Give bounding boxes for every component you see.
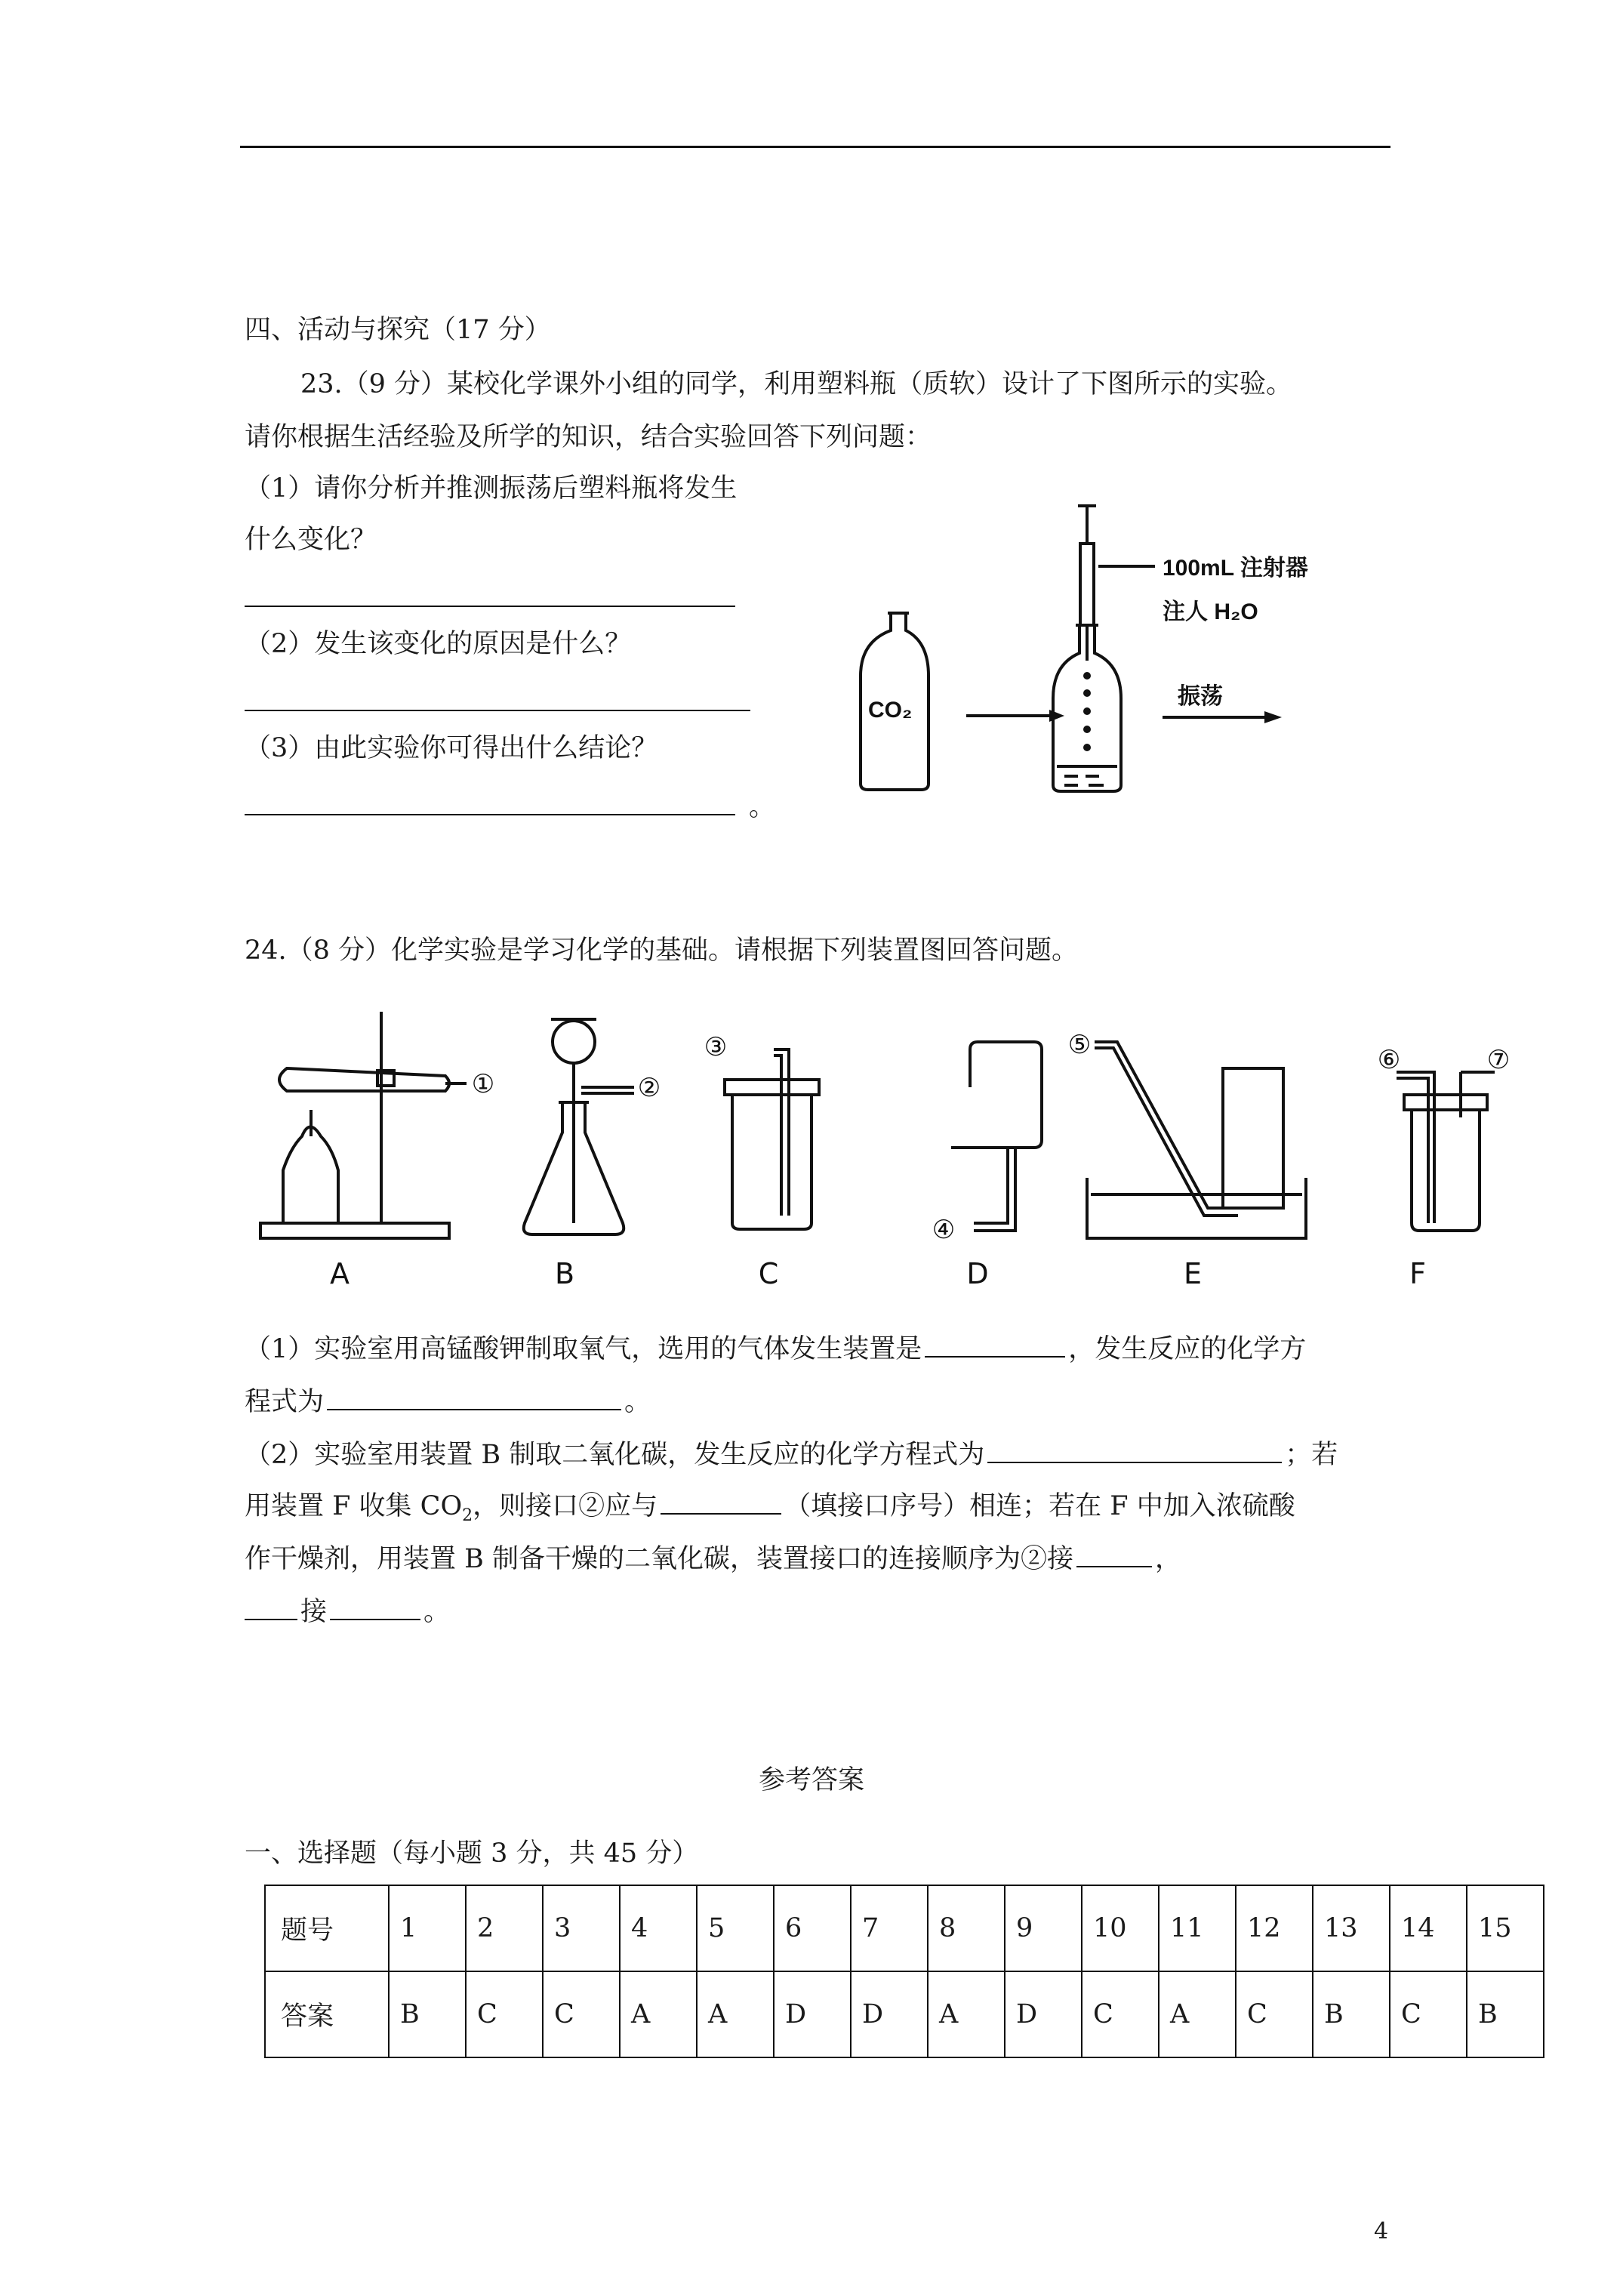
answer-value: A [697, 1971, 774, 2057]
q24-p2-b: ；若 [1285, 1440, 1338, 1470]
q23-experiment-figure [838, 491, 1336, 808]
q24-p2-g: ， [1154, 1544, 1181, 1574]
apparatus-label-f: F [1409, 1257, 1426, 1290]
answer-table [264, 1885, 1544, 2058]
question-number: 10 [1082, 1885, 1159, 1971]
section-title: 四、活动与探究（17 分） [245, 315, 551, 345]
answer-value: C [543, 1971, 620, 2057]
q23-line1: 23.（9 分）某校化学课外小组的同学，利用塑料瓶（质软）设计了下图所示的实验。 [300, 369, 1293, 399]
q24-p2-a: （2）实验室用装置 B 制取二氧化碳，发生反应的化学方程式为 [245, 1440, 985, 1470]
q24-p2-c-sub: 2 [462, 1506, 473, 1525]
apparatus-label-b: B [554, 1257, 575, 1290]
answer-value: A [620, 1971, 697, 2057]
q23-p3: （3）由此实验你可得出什么结论？ [245, 733, 658, 763]
question-number: 12 [1236, 1885, 1313, 1971]
question-number: 6 [774, 1885, 851, 1971]
port-label-2: ② [637, 1073, 661, 1103]
apparatus-c-icon [725, 1049, 819, 1229]
apparatus-label-d: D [966, 1257, 989, 1290]
q24-p1-d: 。 [624, 1387, 651, 1417]
q24-p1-b: ，发生反应的化学方 [1068, 1334, 1307, 1364]
q24-p2-d: ，则接口②应与 [473, 1491, 658, 1521]
q24-blank-6[interactable] [245, 1593, 297, 1620]
header-rule [240, 146, 1390, 148]
q23-answer-line-2 [245, 710, 750, 711]
q24-blank-4[interactable] [661, 1487, 781, 1515]
answer-value: C [466, 1971, 543, 2057]
port-label-3: ③ [704, 1032, 728, 1062]
row-head-numbers: 题号 [265, 1885, 389, 1971]
answer-value: D [1005, 1971, 1082, 2057]
q24-p2-line2 [245, 1487, 1295, 1533]
shake-label: 振荡 [1178, 684, 1223, 709]
row-head-answers: 答案 [265, 1971, 389, 2057]
apparatus-d-icon [951, 1042, 1042, 1231]
q24-blank-1[interactable] [925, 1330, 1065, 1358]
q24-p1-line1 [245, 1330, 1306, 1367]
answer-value: C [1390, 1971, 1467, 2057]
q24-blank-2[interactable] [327, 1383, 621, 1410]
q23-answer-line-1 [245, 606, 735, 607]
question-number: 7 [851, 1885, 928, 1971]
q24-p2-line4 [245, 1593, 450, 1629]
q23-line2: 请你根据生活经验及所学的知识，结合实验回答下列问题： [245, 422, 932, 452]
answer-table-row-numbers [265, 1885, 1544, 1971]
q24-blank-3[interactable] [987, 1436, 1282, 1463]
question-number: 13 [1313, 1885, 1390, 1971]
q24-blank-5[interactable] [1076, 1540, 1152, 1567]
answer-value: B [389, 1971, 466, 2057]
answer-value: D [774, 1971, 851, 2057]
q24-apparatus-figure [249, 997, 1510, 1299]
q24-blank-7[interactable] [330, 1593, 420, 1620]
co2-label: CO₂ [868, 698, 913, 723]
q24-p2-c: 用装置 F 收集 CO [245, 1491, 463, 1521]
answer-value: B [1313, 1971, 1390, 2057]
apparatus-label-c: C [758, 1257, 779, 1290]
answer-value: A [1159, 1971, 1236, 2057]
answer-value: A [928, 1971, 1005, 2057]
q24-p1-c: 程式为 [245, 1387, 325, 1417]
syringe-label: 100mL 注射器 [1163, 556, 1308, 581]
port-label-1: ① [471, 1069, 495, 1099]
page-number: 4 [1374, 2218, 1389, 2245]
q24-p2-h: 接 [300, 1597, 328, 1627]
q24-p2-line3 [245, 1540, 1181, 1576]
q23-answer-line-3 [245, 814, 735, 815]
port-label-7: ⑦ [1486, 1045, 1510, 1075]
question-number: 15 [1467, 1885, 1544, 1971]
apparatus-label-e: E [1183, 1257, 1203, 1290]
inject-label: 注人 H₂O [1163, 599, 1258, 624]
q24-p1-a: （1）实验室用高锰酸钾制取氧气，选用的气体发生装置是 [245, 1334, 922, 1364]
question-number: 5 [697, 1885, 774, 1971]
syringe-icon [1080, 544, 1094, 625]
q23-p1-b: 什么变化？ [245, 525, 377, 555]
question-number: 4 [620, 1885, 697, 1971]
port-label-5: ⑤ [1067, 1030, 1092, 1060]
question-number: 9 [1005, 1885, 1082, 1971]
q24-p2-e: （填接口序号）相连；若在 F 中加入浓硫酸 [784, 1491, 1295, 1521]
q23-end-mark: 。 [749, 792, 776, 822]
answer-value: B [1467, 1971, 1544, 2057]
question-number: 1 [389, 1885, 466, 1971]
question-number: 11 [1159, 1885, 1236, 1971]
apparatus-f-icon [1397, 1072, 1495, 1231]
answer-value: D [851, 1971, 928, 2057]
question-number: 8 [928, 1885, 1005, 1971]
q23-p2: （2）发生该变化的原因是什么？ [245, 629, 632, 659]
answer-value: C [1082, 1971, 1159, 2057]
q24-intro: 24.（8 分）化学实验是学习化学的基础。请根据下列装置图回答问题。 [245, 935, 1079, 966]
q24-p2-i: 。 [423, 1597, 451, 1627]
port-label-6: ⑥ [1377, 1045, 1401, 1075]
apparatus-label-a: A [330, 1257, 350, 1290]
q24-p1-line2 [245, 1383, 651, 1419]
answers-title: 参考答案 [758, 1765, 864, 1795]
answers-section1: 一、选择题（每小题 3 分，共 45 分） [245, 1838, 699, 1869]
apparatus-b-icon [524, 1019, 634, 1234]
question-number: 3 [543, 1885, 620, 1971]
apparatus-e-icon [1087, 1042, 1306, 1238]
q23-p1-a: （1）请你分析并推测振荡后塑料瓶将发生 [245, 473, 738, 504]
question-number: 2 [466, 1885, 543, 1971]
question-number: 14 [1390, 1885, 1467, 1971]
q24-p2-f: 作干燥剂，用装置 B 制备干燥的二氧化碳，装置接口的连接顺序为②接 [245, 1544, 1073, 1574]
apparatus-a-icon [260, 1012, 467, 1238]
q24-p2-line1 [245, 1436, 1338, 1472]
answer-value: C [1236, 1971, 1313, 2057]
port-label-4: ④ [932, 1215, 956, 1245]
answer-table-row-answers [265, 1971, 1544, 2057]
